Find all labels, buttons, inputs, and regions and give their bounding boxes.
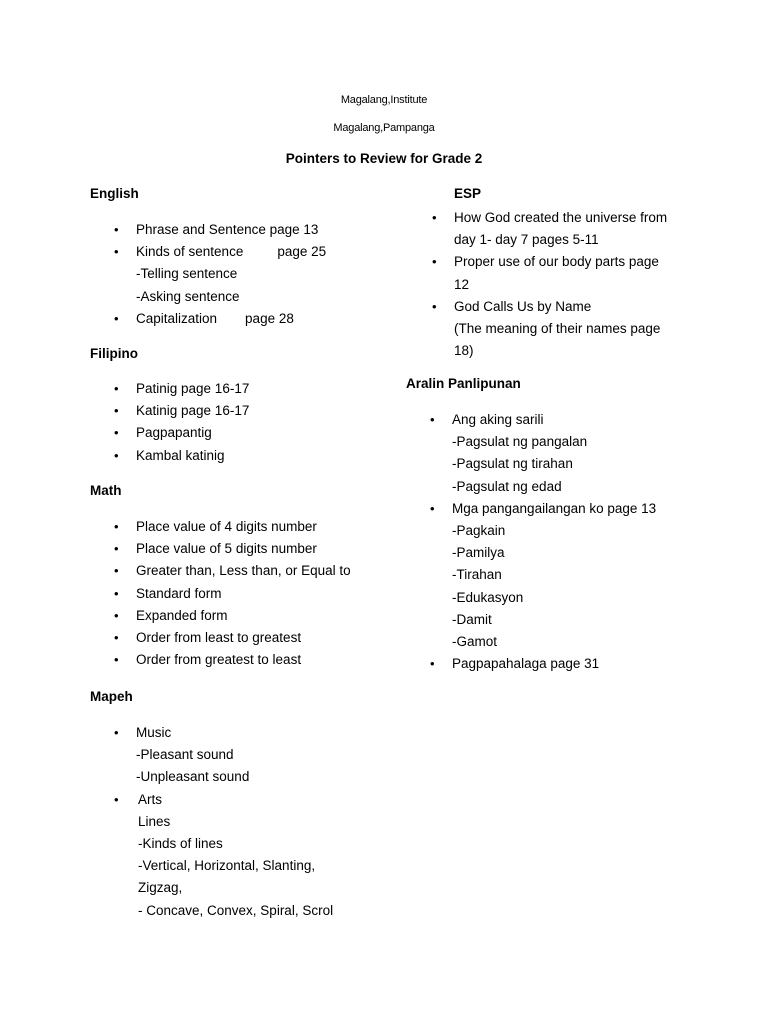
bullet-icon: • xyxy=(114,725,119,740)
arts-sub-5: - Concave, Convex, Spiral, Scrol xyxy=(138,902,334,918)
esp-heading: ESP xyxy=(454,186,482,201)
list-item xyxy=(114,516,351,538)
math-list xyxy=(114,516,351,671)
list-item xyxy=(114,789,334,922)
arts-sub-1: Lines xyxy=(138,813,171,829)
ap-item-1-sub-2: -Pagsulat ng tirahan xyxy=(452,456,573,472)
english-item-3-page: page 28 xyxy=(245,310,294,326)
list-item xyxy=(114,241,327,308)
bullet-icon: • xyxy=(114,310,119,326)
list-item xyxy=(114,649,351,671)
list-item xyxy=(114,583,351,605)
ap-item-2-sub-6: -Gamot xyxy=(452,634,498,650)
esp-item-3-line-2: (The meaning of their names page xyxy=(454,321,661,337)
bullet-icon: • xyxy=(114,563,119,579)
bullet-icon: • xyxy=(114,791,119,807)
bullet-icon: • xyxy=(114,447,119,463)
bullet-icon: • xyxy=(430,412,435,427)
english-item-2-page: page 25 xyxy=(277,244,327,260)
ap-item-2-sub-1: -Pagkain xyxy=(452,523,506,539)
esp-item-3-line-3: 18) xyxy=(454,343,474,359)
math-item: Place value of 4 digits number xyxy=(136,519,317,534)
english-heading: English xyxy=(90,186,139,201)
page-title: Pointers to Review for Grade 2 xyxy=(285,151,483,166)
music-sub-2: -Unpleasant sound xyxy=(136,769,250,785)
school-location: Magalang,Pampanga xyxy=(333,122,435,134)
bullet-icon: • xyxy=(432,210,437,225)
bullet-icon: • xyxy=(430,500,435,516)
bullet-icon: • xyxy=(114,541,119,557)
list-item xyxy=(432,251,667,295)
esp-item-2-line-2: 12 xyxy=(454,276,470,292)
arts-sub-4: Zigzag, xyxy=(138,880,183,896)
math-item: Order from greatest to least xyxy=(136,652,302,668)
bullet-icon: • xyxy=(114,630,119,646)
list-item xyxy=(114,308,326,330)
aralin-panlipunan-heading: Aralin Panlipunan xyxy=(406,376,521,391)
aralin-panlipunan-list xyxy=(430,409,657,675)
list-item xyxy=(114,400,250,422)
list-item xyxy=(114,627,351,649)
math-item: Expanded form xyxy=(136,607,228,623)
bullet-icon: • xyxy=(114,381,119,396)
filipino-heading: Filipino xyxy=(90,346,138,361)
list-item xyxy=(430,498,657,653)
list-item xyxy=(430,653,656,675)
ap-item-1-sub-1: -Pagsulat ng pangalan xyxy=(452,434,588,450)
esp-item-2-line-1: Proper use of our body parts page xyxy=(454,254,659,270)
filipino-item: Kambal katinig xyxy=(136,447,225,463)
list-item xyxy=(114,722,331,789)
bullet-icon: • xyxy=(114,425,119,441)
bullet-icon: • xyxy=(432,298,437,314)
filipino-item: Patinig page 16-17 xyxy=(136,381,250,396)
filipino-item: Pagpapantig xyxy=(136,425,212,441)
math-heading: Math xyxy=(90,483,122,498)
filipino-item: Katinig page 16-17 xyxy=(136,403,250,419)
ap-item-1: Ang aking sarili xyxy=(452,412,544,427)
bullet-icon: • xyxy=(430,656,435,672)
ap-item-2-sub-3: -Tirahan xyxy=(452,567,502,583)
list-item xyxy=(114,422,249,444)
arts-sub-3: -Vertical, Horizontal, Slanting, xyxy=(138,858,316,874)
mapeh-list xyxy=(114,722,334,922)
bullet-icon: • xyxy=(114,519,119,534)
bullet-icon: • xyxy=(432,254,437,270)
bullet-icon: • xyxy=(114,403,119,419)
list-item xyxy=(432,207,668,251)
arts-sub-2: -Kinds of lines xyxy=(138,836,223,852)
ap-item-2: Mga pangangailangan ko page 13 xyxy=(452,500,657,516)
filipino-list xyxy=(114,378,250,467)
english-sub-2: -Asking sentence xyxy=(136,288,240,304)
music-sub-1: -Pleasant sound xyxy=(136,747,234,763)
list-item xyxy=(114,560,351,582)
english-list xyxy=(114,219,327,330)
bullet-icon: • xyxy=(114,652,119,668)
esp-item-1-line-2: day 1- day 7 pages 5-11 xyxy=(454,232,599,248)
list-item xyxy=(114,219,326,241)
bullet-icon: • xyxy=(114,222,119,237)
mapeh-heading: Mapeh xyxy=(90,689,133,704)
ap-item-2-sub-5: -Damit xyxy=(452,611,492,627)
school-name: Magalang,Institute xyxy=(340,94,428,106)
list-item xyxy=(114,538,351,560)
list-item xyxy=(432,296,667,363)
list-item xyxy=(114,445,249,467)
mapeh-music: Music xyxy=(136,725,172,740)
math-item: Greater than, Less than, or Equal to xyxy=(136,563,351,579)
english-item-1: Phrase and Sentence page 13 xyxy=(136,222,319,237)
esp-item-3-line-1: God Calls Us by Name xyxy=(454,298,592,314)
math-item: Place value of 5 digits number xyxy=(136,541,317,557)
esp-item-1-line-1: How God created the universe from xyxy=(454,210,668,225)
esp-list xyxy=(432,207,668,362)
math-item: Standard form xyxy=(136,585,222,601)
bullet-icon: • xyxy=(114,585,119,601)
list-item xyxy=(114,605,351,627)
ap-item-1-sub-3: -Pagsulat ng edad xyxy=(452,478,562,494)
english-item-3: Capitalization xyxy=(136,310,218,326)
ap-item-3: Pagpapahalaga page 31 xyxy=(452,656,600,672)
list-item xyxy=(114,378,250,400)
list-item xyxy=(430,409,656,498)
math-item: Order from least to greatest xyxy=(136,630,302,646)
ap-item-2-sub-4: -Edukasyon xyxy=(452,589,524,605)
mapeh-arts: Arts xyxy=(138,791,163,807)
ap-item-2-sub-2: -Pamilya xyxy=(452,545,505,561)
bullet-icon: • xyxy=(114,244,119,260)
bullet-icon: • xyxy=(114,607,119,623)
english-item-2: Kinds of sentence xyxy=(136,244,244,260)
english-sub-1: -Telling sentence xyxy=(136,266,238,282)
